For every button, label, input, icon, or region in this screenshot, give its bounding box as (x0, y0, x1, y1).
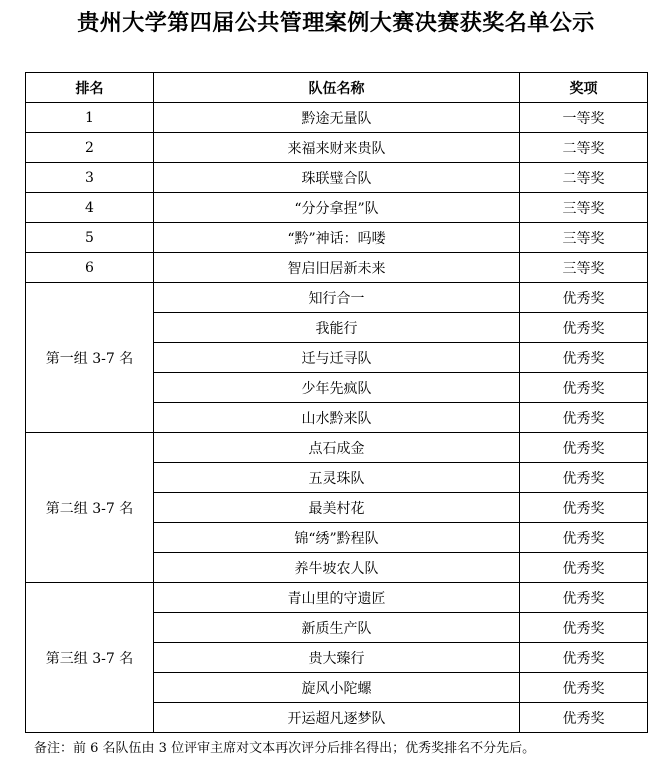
award-cell: 优秀奖 (520, 373, 648, 403)
award-cell: 优秀奖 (520, 313, 648, 343)
award-cell: 优秀奖 (520, 613, 648, 643)
team-cell: 少年先疯队 (154, 373, 520, 403)
award-cell: 优秀奖 (520, 553, 648, 583)
table-row (26, 133, 648, 163)
team-cell: 新质生产队 (154, 613, 520, 643)
table-row (26, 163, 648, 193)
team-cell: 点石成金 (154, 433, 520, 463)
rank-cell: 2 (26, 133, 154, 163)
rank-cell: 6 (26, 253, 154, 283)
table-row (26, 223, 648, 253)
team-cell: “分分拿捏”队 (154, 193, 520, 223)
team-cell: 五灵珠队 (154, 463, 520, 493)
team-cell: 青山里的守遗匠 (154, 583, 520, 613)
team-cell: 旋风小陀螺 (154, 673, 520, 703)
award-cell: 优秀奖 (520, 403, 648, 433)
rank-cell: 1 (26, 103, 154, 133)
award-cell: 优秀奖 (520, 283, 648, 313)
table-row (26, 103, 648, 133)
table-row (26, 583, 648, 613)
team-cell: 我能行 (154, 313, 520, 343)
group-label-cell: 第一组 3-7 名 (26, 283, 154, 433)
header-team: 队伍名称 (154, 73, 520, 103)
award-cell: 优秀奖 (520, 523, 648, 553)
award-cell: 优秀奖 (520, 493, 648, 523)
team-cell: 黔途无量队 (154, 103, 520, 133)
group-label-cell: 第二组 3-7 名 (26, 433, 154, 583)
table-row (26, 193, 648, 223)
team-cell: 山水黔来队 (154, 403, 520, 433)
header-award: 奖项 (520, 73, 648, 103)
team-cell: 开运超凡逐梦队 (154, 703, 520, 733)
award-cell: 优秀奖 (520, 433, 648, 463)
table-header-row (26, 73, 648, 103)
award-cell: 二等奖 (520, 163, 648, 193)
table-row (26, 433, 648, 463)
team-cell: 贵大臻行 (154, 643, 520, 673)
footnote: 备注：前 6 名队伍由 3 位评审主席对文本再次评分后排名得出；优秀奖排名不分先后。 (34, 741, 536, 756)
table-row (26, 283, 648, 313)
award-cell: 优秀奖 (520, 703, 648, 733)
award-cell: 三等奖 (520, 253, 648, 283)
award-cell: 优秀奖 (520, 463, 648, 493)
award-cell: 优秀奖 (520, 583, 648, 613)
award-cell: 三等奖 (520, 223, 648, 253)
rank-cell: 4 (26, 193, 154, 223)
team-cell: “黔”神话：吗喽 (154, 223, 520, 253)
award-cell: 二等奖 (520, 133, 648, 163)
rank-cell: 3 (26, 163, 154, 193)
team-cell: 知行合一 (154, 283, 520, 313)
award-cell: 三等奖 (520, 193, 648, 223)
rank-cell: 5 (26, 223, 154, 253)
page-title: 贵州大学第四届公共管理案例大赛决赛获奖名单公示 (77, 11, 595, 36)
team-cell: 来福来财来贵队 (154, 133, 520, 163)
award-cell: 优秀奖 (520, 643, 648, 673)
team-cell: 最美村花 (154, 493, 520, 523)
awards-table (25, 72, 648, 733)
header-rank: 排名 (26, 73, 154, 103)
award-cell: 优秀奖 (520, 343, 648, 373)
group-label-cell: 第三组 3-7 名 (26, 583, 154, 733)
award-cell: 优秀奖 (520, 673, 648, 703)
team-cell: 智启旧居新未来 (154, 253, 520, 283)
team-cell: 养牛坡农人队 (154, 553, 520, 583)
table-row (26, 253, 648, 283)
team-cell: 迁与迁寻队 (154, 343, 520, 373)
team-cell: 珠联璧合队 (154, 163, 520, 193)
team-cell: 锦“绣”黔程队 (154, 523, 520, 553)
award-cell: 一等奖 (520, 103, 648, 133)
